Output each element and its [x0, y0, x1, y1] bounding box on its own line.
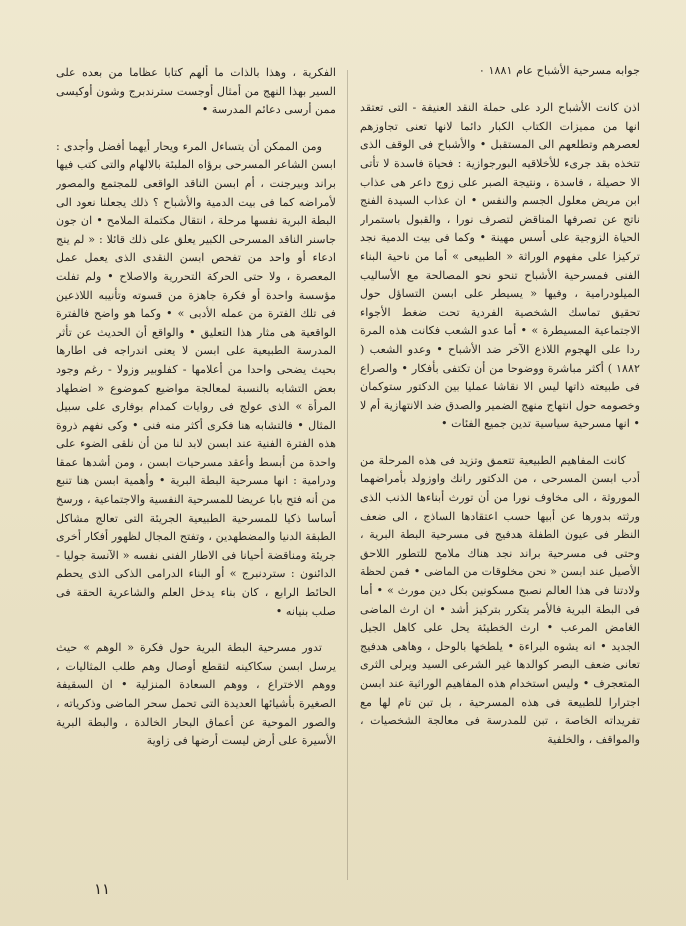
article-paragraph: ومن الممكن أن يتساءل المرء ويحار أيهما أفضل وأجدى : ابسن الشاعر المسرحى برؤاه الملبئة بالالهام والتى كتب فيها براند وبيرجنت ، أم ابسن الناقد الواقعى للمجتمع والمصور لأمراضه كما فى بيت الدمية والأشباح ؟ ذلك يجعلنا نعود الى البطة البرية نفسها مرحلة ، انتقال مكتملة الملامح • ان جون جاسنر الناقد المسرحى الكبير يعلق على ذلك قائلا : « لم ينج ادعاء أو واحد من تفحص ابسن النقدى الذى يعمل عمل المعصرة ، ولا حتى الحركة التحررية والاصلاح • ولم تفلت مؤسسة واحدة أو فكرة جاهزة من قسوته وتأنيبه اللاذعين فى تلك الفترة من عمله الأدبى » • وكما هو واضح فالفترة الواقعية هى مثار هذا التعليق • والواقع أن الحديث عن تأثر المدرسة الطبيعية على ابسن لا يعنى اندراجه فى اطارها بحيث يضحى واحدا من أعلامها - كفلوبير وزولا - رغم وجود بعض التشابه بالنسبة لمعالجة مواضيع كموضوع « اضطهاد المرأة » الذى عولج فى روايات كمدام بوفارى على سبيل المثال • فالتشابه هنا فكرى أكثر منه فنى • وكى نفهم ذروة هذه الفترة الفنية عند ابسن لابد لنا من أن نلقى الضوء على واحدة من أبسط وأعقد مسرحيات ابسن ، ومن أشدها عمقا ودرامية : انها مسرحية البطة البرية • وأهمية ابسن هنا تنبع من أنه فتح بابا عريضا للمسرحية النفسية والاجتماعية ، ورسخ أساسا ذكيا للمسرحية الطبيعية الجريئة التى تعالج مشاكل الطبقة الدنيا والمضطهدين ، وتفتح المجال لظهور أفكار أخرى جريئة ومناقضة أحيانا فى الاطار الفنى نفسه « الآنسة جوليا - الدائنون : ستردنبرج » أو البناء الدرامى الذكى الذى يحطم الحائط الرابع ، كان بناء يدخل العلم والشاعرية الحقة فى صلب بنيانه • — [56, 139, 336, 618]
right-text-column — [360, 62, 640, 892]
left-text-column — [56, 64, 336, 889]
column-divider — [347, 70, 348, 880]
article-paragraph: كانت المفاهيم الطبيعية تتعمق وتزيد فى هذه المرحلة من أدب ابسن المسرحى ، من الدكتور رانك واوزولد بأمراضهما الموروثة ، الى مخاوف نورا من أن تورث أبناءها الذنب الذى ورثته بدورها عن أبيها حسب اعتقادها الساذج ، الى ضعف النظر فى عيون الطفلة هدفيج فى مسرحية البطة البرية ، وحتى فى مسرحية براند نجد هناك ملامح للتطور اللاحق الأصيل عند ابسن « نحن مخلوقات من الماضى • فمن لحظة ولادتنا فى هذا العالم نصبح مسكونين بكل دين مورث » • أما فى البطة البرية فالأمر يتكرر بتركيز أشد • ان ارث الماضى الغامض المرعب • ارث الخطيئة يحل على كاهل الجيل الجديد • انه يشوه البراءة • يلطخها بالوحل ، وهاهى هدفيج تعانى ضعف البصر كوالدها غير الشرعى السيد ويرلى الثرى المتعجرف • وليس استخدام هذه المفاهيم الوراثية عند ابسن اجترارا للطبيعة فى هذه المسرحية ، بل تبن تام لها مع تفريداته الخاصة ، تبن للمدرسة فى معالجة الشخصيات ، والمواقف ، والخلفية — [360, 453, 640, 746]
article-paragraph: تدور مسرحية البطة البرية حول فكرة « الوهم » حيث يرسل ابسن سكاكينه لتقطع أوصال وهم طلب المثاليات ، ووهم الاختراع ، ووهم السعادة المنزلية • ان السقيفة الصغيرة بأشيائها العديدة التى تحمل سحر الماضى وذكرياته ، والصور الموحية عن أعماق البحار الخالدة ، والبطة البرية الأسيرة على أرض ليست أرضها فى زاوية — [56, 641, 336, 748]
article-paragraph: الفكرية ، وهذا بالذات ما ألهم كتابا عظاما من بعده على السير بهذا النهج من أمثال أوجست سترندبرج وشون أوكيسى ممن أرسى دعائم المدرسة • — [56, 66, 336, 117]
page-number: ١١ — [94, 880, 111, 898]
article-paragraph: جوابه مسرحية الأشباح عام ١٨٨١ ٠ اذن كانت الأشباح الرد على حملة النقد العنيفة - التى تعتقد انها من مميزات الكتاب الكبار دائما لانها تعنى تجاوزهم لعصرهم وتطلعهم الى المستقبل • والأشباح فى الوقف الذى تتخذه بقد جرىء للأخلاقيه البورجوازية : فحياة فاسدة لا تأتى الا حصيلة ، فاسدة ، ونتيجة الصبر على زوج داعر هى عذاب ابن مريض معلول الجسم والنفس • ان عذاب السيدة الفنج ناتج عن تصرفها المناقض لتصرف نورا ، والقبول باستمرار الحياة الزوجية على أسس مهينة • وكما فى بيت الدمية نجد تركيزا على مفهوم الوراثة « الطبيعى » أما من ناحية البناء الفنى فمسرحية الأشباح تنحو نحو المصالحة مع الأساليب الميلودرامية ، وفيها « يسيطر على ابسن التساؤل حول تحقيق تماسك الشخصية الفردية تحت ضغط الأجواء الاجتماعية المسيطرة » • أما عدو الشعب فكانت هذه المرة ردا على الهجوم اللاذع الآخر ضد الأشباح • وعدو الشعب ( ١٨٨٢ ) أكثر مباشرة ووضوحا من أن تكتفى بأفكار • والصراع فى طبيعته ذاتها ليس الا نقاشا عمليا بين الدكتور ستوكمان وخصومه حول انتهاج منهج الضمير والصدق ضد الانتهازية أم لا • انها مسرحية سياسية تدين جميع الفئات • — [360, 64, 640, 431]
